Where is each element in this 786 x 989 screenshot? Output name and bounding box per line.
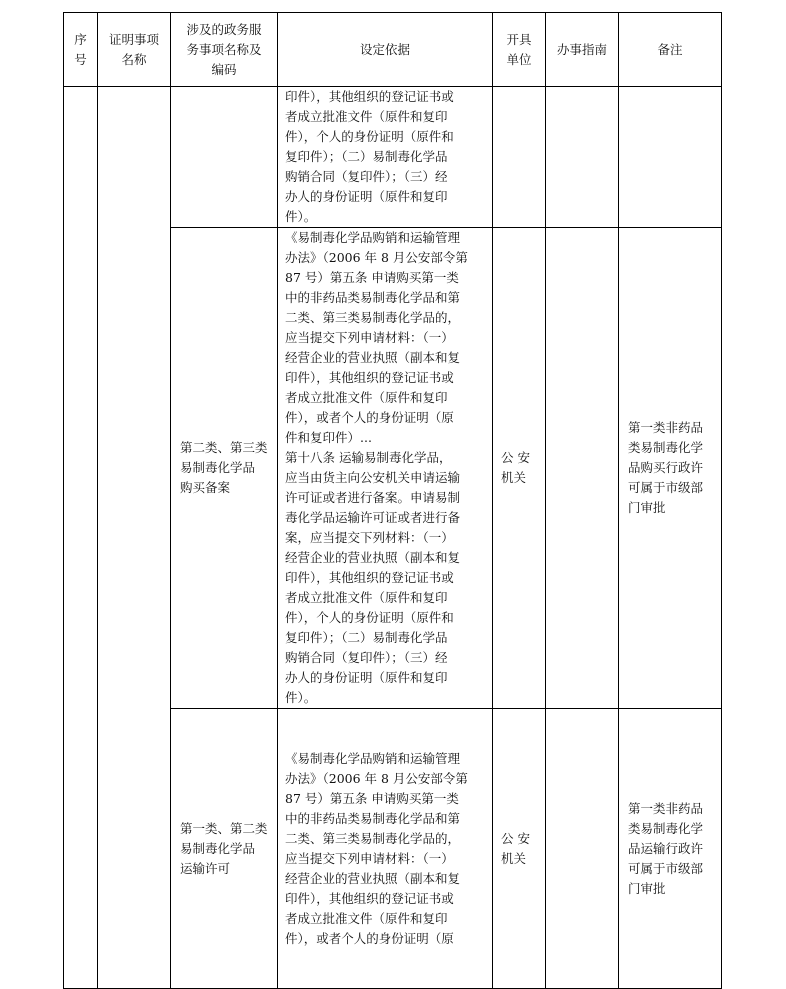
service-name-cell: 第一类、第二类 易制毒化学品 运输许可 xyxy=(171,709,278,989)
service-name-cell: 第二类、第三类 易制毒化学品 购买备案 xyxy=(171,228,278,709)
remark-cell: 第一类非药品 类易制毒化学 品运输行政许 可属于市级部 门审批 xyxy=(619,709,722,989)
header-issuing-unit: 开具 单位 xyxy=(493,13,546,87)
header-seq: 序 号 xyxy=(64,13,98,87)
remark-cell xyxy=(619,87,722,228)
seq-cell xyxy=(64,87,98,989)
basis-cell: 印件），其他组织的登记证书或 者成立批准文件（原件和复印 件），个人的身份证明（原件和 复印件）；（二）易制毒化学品 购销合同（复印件）；（三）经 办人的身份证明（原件和复印 件）。 xyxy=(278,87,493,228)
guide-cell xyxy=(546,709,619,989)
basis-cell xyxy=(278,709,493,989)
header-service-name: 涉及的政务服 务事项名称及 编码 xyxy=(171,13,278,87)
header-item-name: 证明事项 名称 xyxy=(98,13,171,87)
issuing-unit-cell: 公 安 机关 xyxy=(493,228,546,709)
certificate-items-table xyxy=(63,12,722,989)
table-row xyxy=(64,87,722,228)
header-guide: 办事指南 xyxy=(546,13,619,87)
issuing-unit-cell: 公 安 机关 xyxy=(493,709,546,989)
header-basis: 设定依据 xyxy=(278,13,493,87)
header-row xyxy=(64,13,722,87)
header-remark: 备注 xyxy=(619,13,722,87)
guide-cell xyxy=(546,87,619,228)
service-name-cell xyxy=(171,87,278,228)
basis-cell: 《易制毒化学品购销和运输管理 办法》（2006 年 8 月公安部令第 87 号）第五条 申请购买第一类 中的非药品类易制毒化学品和第 二类、第三类易制毒化学品的， 应当提交下列申请材料：（一） 经营企业的营业执照（副本和复 印件），其他组织的登记证书或 者成立批准文件（原件和复印 件），或者个人的身份证明（原 件和复印件）... 第十八条 运输易制毒化学品， 应当由货主向公安机关申请运输 许可证或者进行备案。申请易制 毒化学品运输许可证或者进行备 案，应当提交下列材料：（一） 经营企业的营业执照（副本和复 印件），其他组织的登记证书或 者成立批准文件（原件和复印 件），个人的身份证明（原件和 复印件）；（二）易制毒化学品 购销合同（复印件）；（三）经 办人的身份证明（原件和复印 件）。 xyxy=(278,228,493,709)
basis-text: 《易制毒化学品购销和运输管理 办法》（2006 年 8 月公安部令第 87 号）第五条 申请购买第一类 中的非药品类易制毒化学品和第 二类、第三类易制毒化学品的， 应当提交下列申请材料：（一） 经营企业的营业执照（副本和复 印件），其他组织的登记证书或 者成立批准文件（原件和复印 件），或者个人的身份证明（原 xyxy=(285,751,468,946)
remark-cell: 第一类非药品 类易制毒化学 品购买行政许 可属于市级部 门审批 xyxy=(619,228,722,709)
item-name-cell xyxy=(98,87,171,989)
issuing-unit-cell xyxy=(493,87,546,228)
guide-cell xyxy=(546,228,619,709)
